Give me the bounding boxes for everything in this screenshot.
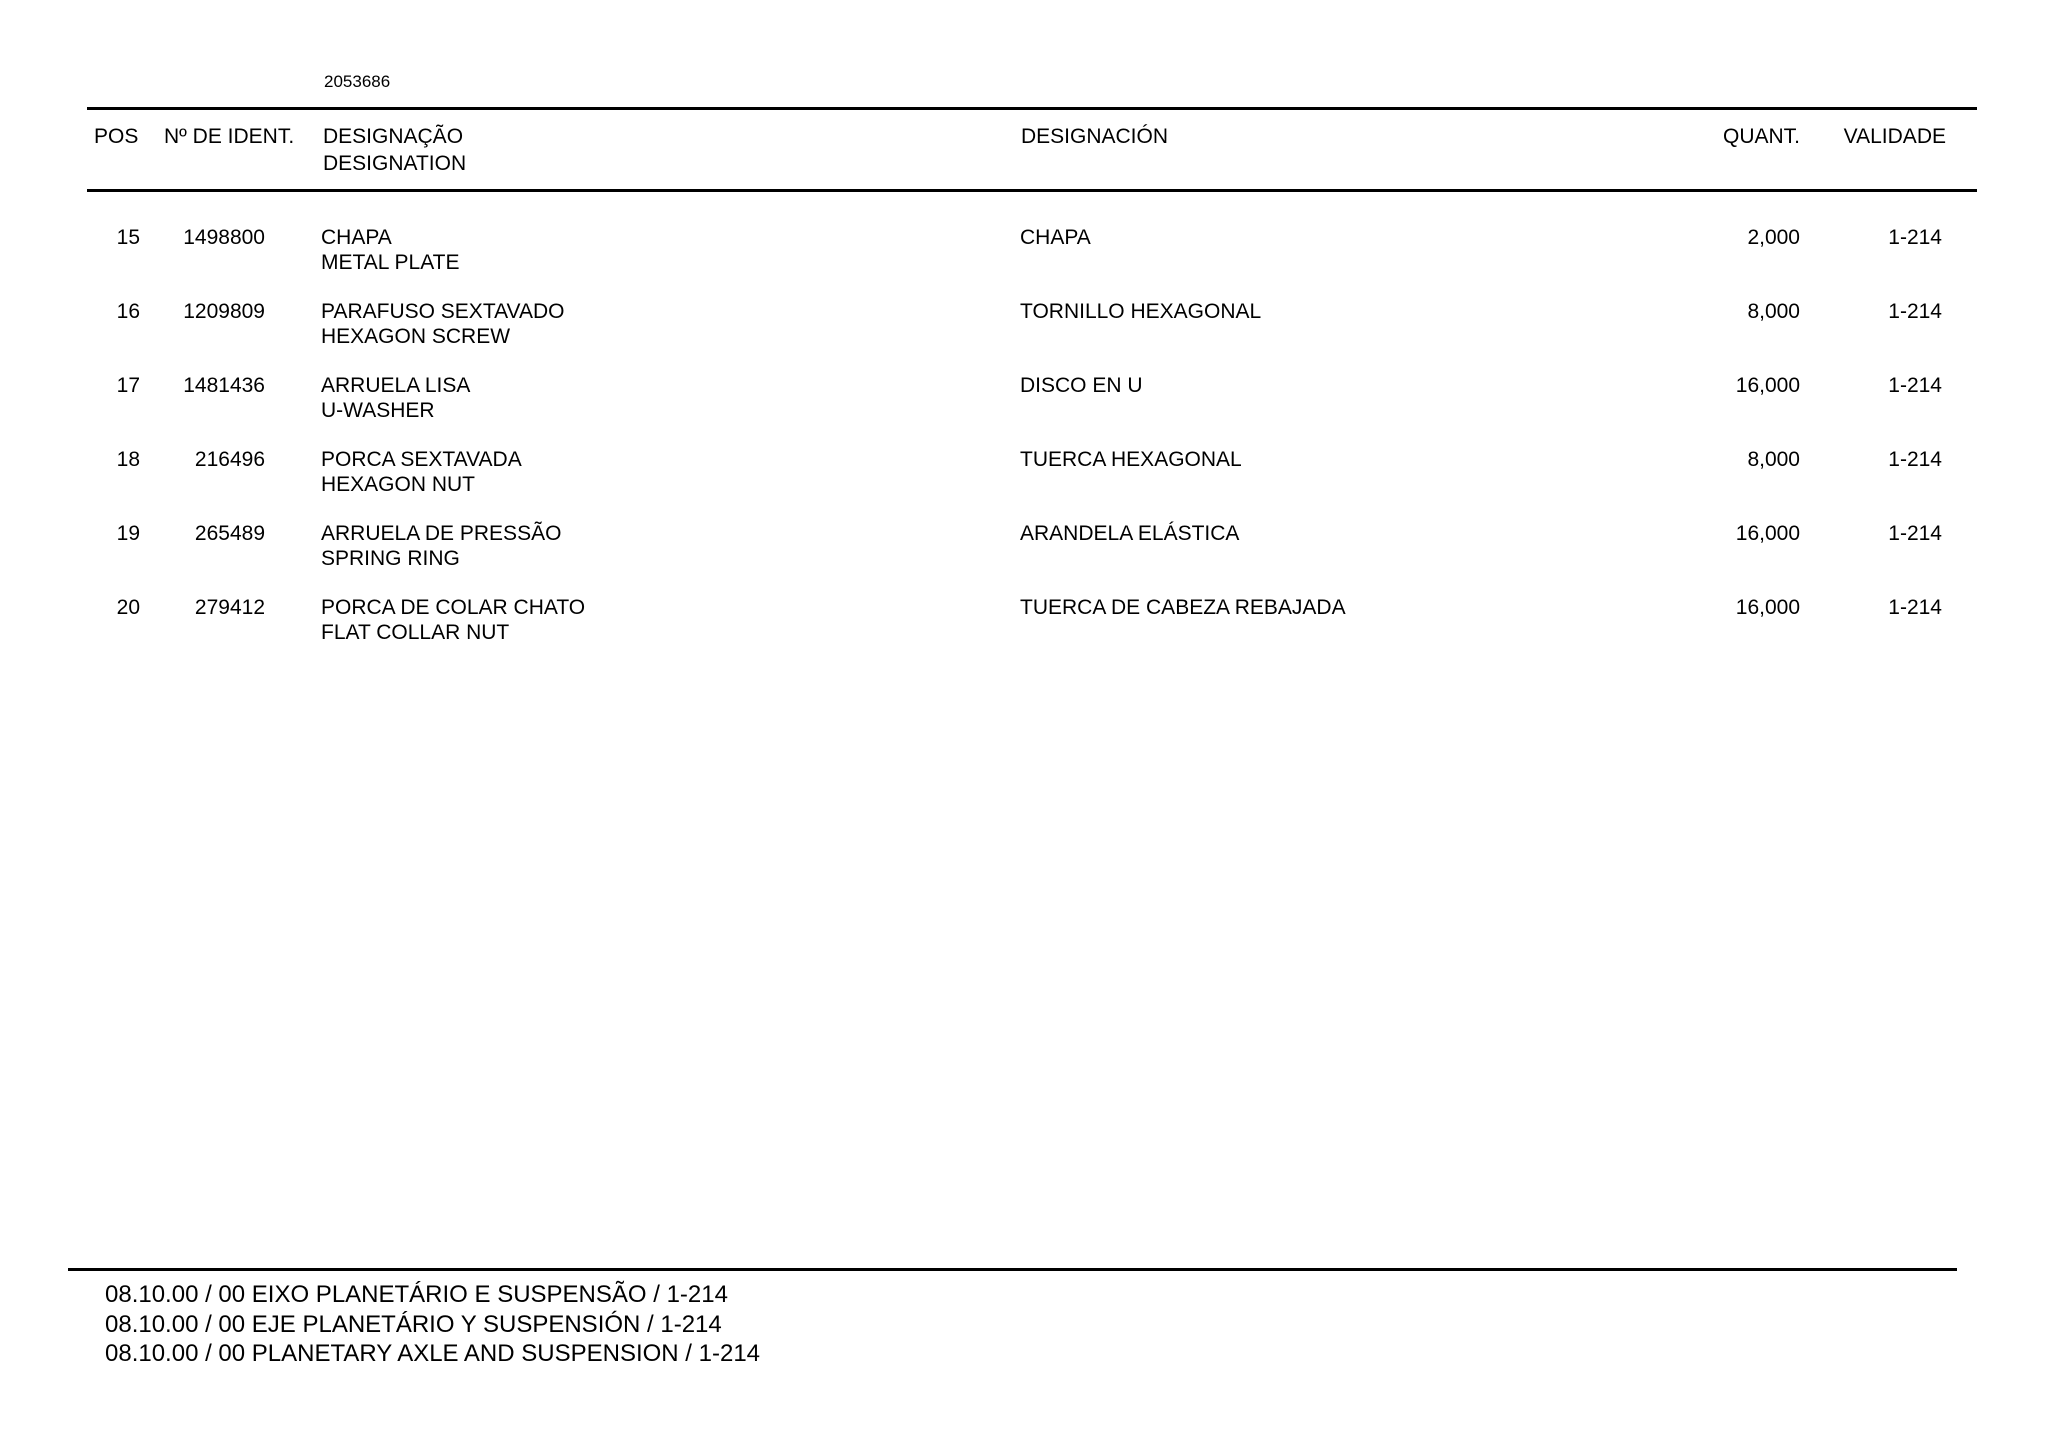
row-designation-pt: CHAPA	[321, 226, 392, 249]
row-designation-en: HEXAGON SCREW	[321, 325, 511, 348]
row-ident: 1209809	[183, 300, 265, 323]
row-validity: 1-214	[1888, 300, 1942, 323]
row-pos: 18	[116, 448, 140, 471]
row-designation-es: DISCO EN U	[1020, 374, 1143, 397]
row-designation-es: TORNILLO HEXAGONAL	[1020, 300, 1262, 323]
row-designation-en: FLAT COLLAR NUT	[321, 621, 510, 644]
header-quantity: QUANT.	[1722, 125, 1800, 148]
header-designation-pt: DESIGNAÇÃO	[323, 125, 464, 148]
row-quantity: 8,000	[1747, 300, 1800, 323]
table-row	[0, 595, 2048, 655]
row-validity: 1-214	[1888, 226, 1942, 249]
row-pos: 20	[116, 596, 140, 619]
header-validity: VALIDADE	[1843, 125, 1946, 148]
footer-line-es: 08.10.00 / 00 EJE PLANETÁRIO Y SUSPENSIÓN / 1-214	[105, 1311, 722, 1338]
footer-line-pt: 08.10.00 / 00 EIXO PLANETÁRIO E SUSPENSÃO / 1-214	[105, 1281, 728, 1308]
row-validity: 1-214	[1888, 522, 1942, 545]
row-designation-pt: ARRUELA LISA	[321, 374, 471, 397]
row-ident: 1481436	[183, 374, 265, 397]
row-designation-es: TUERCA DE CABEZA REBAJADA	[1020, 596, 1346, 619]
row-designation-pt: PORCA DE COLAR CHATO	[321, 596, 586, 619]
row-quantity: 16,000	[1735, 374, 1800, 397]
row-designation-pt: PARAFUSO SEXTAVADO	[321, 300, 565, 323]
row-pos: 15	[116, 226, 140, 249]
table-row	[0, 225, 2048, 285]
row-designation-es: ARANDELA ELÁSTICA	[1020, 522, 1240, 545]
row-designation-en: HEXAGON NUT	[321, 473, 476, 496]
header-designation-es: DESIGNACIÓN	[1021, 125, 1169, 148]
row-quantity: 2,000	[1747, 226, 1800, 249]
row-designation-es: TUERCA HEXAGONAL	[1020, 448, 1242, 471]
header-pos: POS	[94, 125, 139, 148]
header-rule	[87, 189, 1977, 192]
header-designation-en: DESIGNATION	[323, 152, 467, 175]
row-quantity: 16,000	[1735, 522, 1800, 545]
footer-line-en: 08.10.00 / 00 PLANETARY AXLE AND SUSPENSION / 1-214	[105, 1340, 761, 1367]
row-quantity: 16,000	[1735, 596, 1800, 619]
row-validity: 1-214	[1888, 596, 1942, 619]
row-designation-en: SPRING RING	[321, 547, 460, 570]
row-pos: 17	[116, 374, 140, 397]
row-quantity: 8,000	[1747, 448, 1800, 471]
row-designation-es: CHAPA	[1020, 226, 1091, 249]
row-pos: 16	[116, 300, 140, 323]
row-designation-en: METAL PLATE	[321, 251, 460, 274]
header-ident: Nº DE IDENT.	[164, 125, 295, 148]
row-ident: 1498800	[183, 226, 265, 249]
footer-rule	[68, 1268, 1957, 1271]
row-pos: 19	[116, 522, 140, 545]
table-row	[0, 373, 2048, 433]
document-number: 2053686	[324, 72, 391, 91]
row-validity: 1-214	[1888, 448, 1942, 471]
table-row	[0, 447, 2048, 507]
row-validity: 1-214	[1888, 374, 1942, 397]
table-row	[0, 521, 2048, 581]
row-ident: 265489	[194, 522, 265, 545]
row-designation-pt: ARRUELA DE PRESSÃO	[321, 522, 562, 545]
row-ident: 216496	[194, 448, 265, 471]
top-rule	[87, 107, 1977, 110]
row-designation-en: U-WASHER	[321, 399, 435, 422]
table-row	[0, 299, 2048, 359]
row-designation-pt: PORCA SEXTAVADA	[321, 448, 522, 471]
row-ident: 279412	[194, 596, 265, 619]
